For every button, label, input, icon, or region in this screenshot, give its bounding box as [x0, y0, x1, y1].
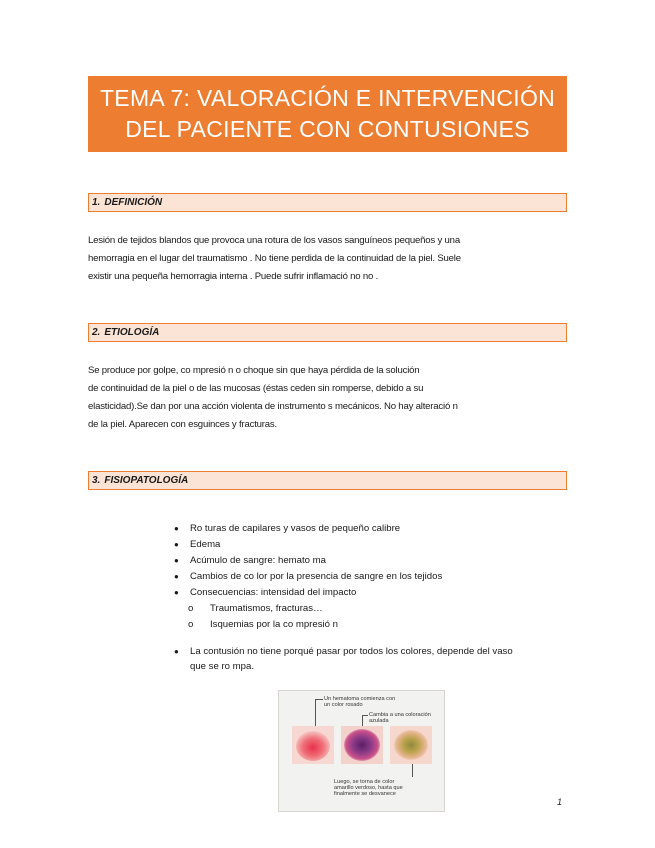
figure-label-pink: un color rosado	[324, 702, 363, 708]
paragraph-line: de continuidad de la piel o de las mucosas (éstas ceden sin romperse, debido a su	[88, 383, 424, 394]
section-header-fisiopatologia	[88, 471, 567, 490]
figure-label-yellow: Luego, se torna de color	[334, 779, 395, 785]
list-item: ● Consecuencias: intensidad del impacto	[174, 585, 564, 601]
document-title	[88, 76, 567, 152]
leader-line	[315, 699, 323, 700]
bullet-icon: ●	[174, 572, 179, 581]
bruise-purple-swatch	[341, 726, 383, 764]
paragraph-line: Se produce por golpe, co mpresió n o choque sin que haya pérdida de la solución	[88, 365, 420, 376]
circle-bullet-icon: o	[188, 603, 194, 614]
list-item: ● Acúmulo de sangre: hemato ma	[174, 553, 564, 569]
section-header-definicion	[88, 193, 567, 212]
color-note	[174, 644, 564, 674]
note-line: que se ro mpa.	[190, 661, 254, 672]
leader-line	[362, 715, 363, 726]
paragraph-line: elasticidad).Se dan por una acción violenta de instrumento s mecánicos. No hay alteració n	[88, 401, 458, 412]
section-heading: FISIOPATOLOGÍA	[104, 475, 189, 486]
figure-label-yellow: finalmente se desvanece	[334, 791, 396, 797]
section-header-etiologia	[88, 323, 567, 342]
title-line-1: TEMA 7: VALORACIÓN E INTERVENCIÓN	[99, 85, 556, 111]
bruise-pink-swatch	[292, 726, 334, 764]
sub-list-item: o Isquemias por la co mpresió n	[174, 617, 564, 633]
list-item: ● Ro turas de capilares y vasos de pequeño calibre	[174, 521, 564, 537]
leader-line	[315, 699, 316, 726]
figure-label-purple: Cambia a una coloración	[369, 712, 431, 718]
etiologia-paragraph	[88, 362, 508, 434]
list-item: ● Cambios de co lor por la presencia de sangre en los tejidos	[174, 569, 564, 585]
section-heading: DEFINICIÓN	[104, 197, 163, 208]
paragraph-line: hemorragia en el lugar del traumatismo . No tiene perdida de la continuidad de la piel. Suele	[88, 253, 461, 264]
figure-label-purple: azulada	[369, 718, 389, 724]
definicion-paragraph	[88, 232, 518, 286]
note-line: La contusión no tiene porqué pasar por todos los colores, depende del vaso	[190, 646, 513, 657]
section-number: 2.	[92, 327, 101, 338]
leader-line	[412, 764, 413, 777]
bullet-icon: ●	[174, 524, 179, 533]
circle-bullet-icon: o	[188, 619, 194, 630]
section-number: 3.	[92, 475, 101, 486]
figure-label-yellow: amarillo verdoso, hasta que	[334, 785, 403, 791]
fisiopatologia-list	[174, 521, 564, 633]
leader-line	[362, 715, 368, 716]
paragraph-line: existir una pequeña hemorragia interna . Puede sufrir inflamació no no .	[88, 271, 379, 282]
bullet-icon: ●	[174, 588, 179, 597]
bruise-yellow-green-swatch	[390, 726, 432, 764]
page-number: 1	[557, 797, 563, 807]
bullet-icon: ●	[174, 647, 179, 656]
section-number: 1.	[92, 197, 101, 208]
sub-list-item: o Traumatismos, fracturas…	[174, 601, 564, 617]
bruise-evolution-figure	[278, 690, 445, 812]
bullet-icon: ●	[174, 540, 179, 549]
title-line-2: DEL PACIENTE CON CONTUSIONES	[125, 116, 530, 142]
section-heading: ETIOLOGÍA	[104, 327, 160, 338]
paragraph-line: Lesión de tejidos blandos que provoca una rotura de los vasos sanguíneos pequeños y una	[88, 235, 460, 246]
figure-label-pink: Un hematoma comienza con	[324, 696, 396, 702]
list-item: ● Edema	[174, 537, 564, 553]
bullet-icon: ●	[174, 556, 179, 565]
paragraph-line: de la piel. Aparecen con esguinces y fracturas.	[88, 419, 277, 430]
